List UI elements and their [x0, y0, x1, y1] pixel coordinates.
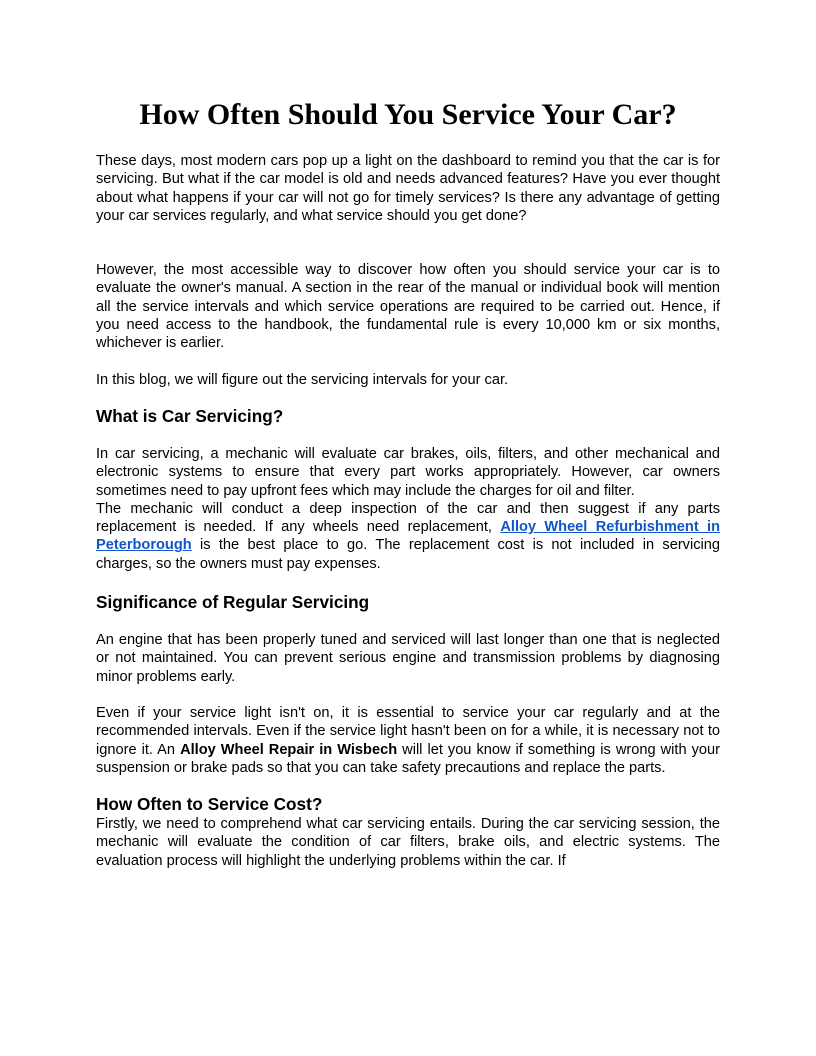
document-page	[96, 94, 720, 870]
section-heading-service-cost: How Often to Service Cost?	[96, 794, 323, 815]
blog-paragraph: In this blog, we will figure out the servicing intervals for your car.	[96, 371, 509, 388]
page-title: How Often Should You Service Your Car?	[139, 98, 677, 131]
manual-paragraph: However, the most accessible way to discover how often you should service your car is to evaluate the owner's manual. A section in the rear of the manual or individual book will mention all the service intervals and which service operations are required to be carried out. Hence, if you need access to the handbook, the fundamental rule is every 10,000 km or six months, whichever is earlier.	[96, 262, 720, 352]
paragraph-text: Even if your service light isn't on, it is essential to service your car regularly and at the recommended intervals. Even if the service light hasn't been on for a while, it is necessary not to ignore it. An	[96, 704, 720, 758]
section-heading-car-servicing: What is Car Servicing?	[96, 405, 284, 426]
paragraph-text: is the best place to go. The replacement cost is not included in servicing charges, so the owners must pay expenses.	[96, 537, 720, 572]
regular-servicing-paragraph-2	[96, 704, 720, 777]
paragraph-text: The mechanic will conduct a deep inspection of the car and then suggest if any parts replacement is needed. If any wheels need replacement,	[96, 500, 720, 536]
regular-servicing-paragraph: An engine that has been properly tuned and serviced will last longer than one that is neglected or not maintained. You can prevent serious engine and transmission problems by diagnosing minor problems early.	[96, 632, 720, 685]
paragraph-text: will let you know if something is wrong with your suspension or brake pads so that you can take safety precautions and replace the parts.	[96, 741, 720, 776]
service-cost-paragraph: Firstly, we need to comprehend what car servicing entails. During the car servicing session, the mechanic will evaluate the condition of car filters, brake oils, and electric systems. The evaluation process will highlight the underlying problems within the car. If	[96, 816, 720, 869]
car-servicing-paragraph-2	[96, 500, 720, 573]
section-heading-regular-servicing: Significance of Regular Servicing	[96, 592, 370, 613]
intro-paragraph: These days, most modern cars pop up a light on the dashboard to remind you that the car is for servicing. But what if the car model is old and needs advanced features? Have you ever thought about what happens if your car will not go for timely services? Is there any advantage of getting your car services regularly, and what service should you get done?	[96, 153, 720, 224]
alloy-wheel-refurbishment-link[interactable]: Alloy Wheel Refurbishment in Peterborough	[96, 519, 721, 554]
car-servicing-paragraph: In car servicing, a mechanic will evaluate car brakes, oils, filters, and other mechanical and electronic systems to ensure that every part works appropriately. However, car owners sometimes need to pay upfront fees which may include the charges for oil and filter.	[96, 445, 720, 499]
alloy-wheel-repair-bold: Alloy Wheel Repair in Wisbech	[180, 741, 398, 758]
